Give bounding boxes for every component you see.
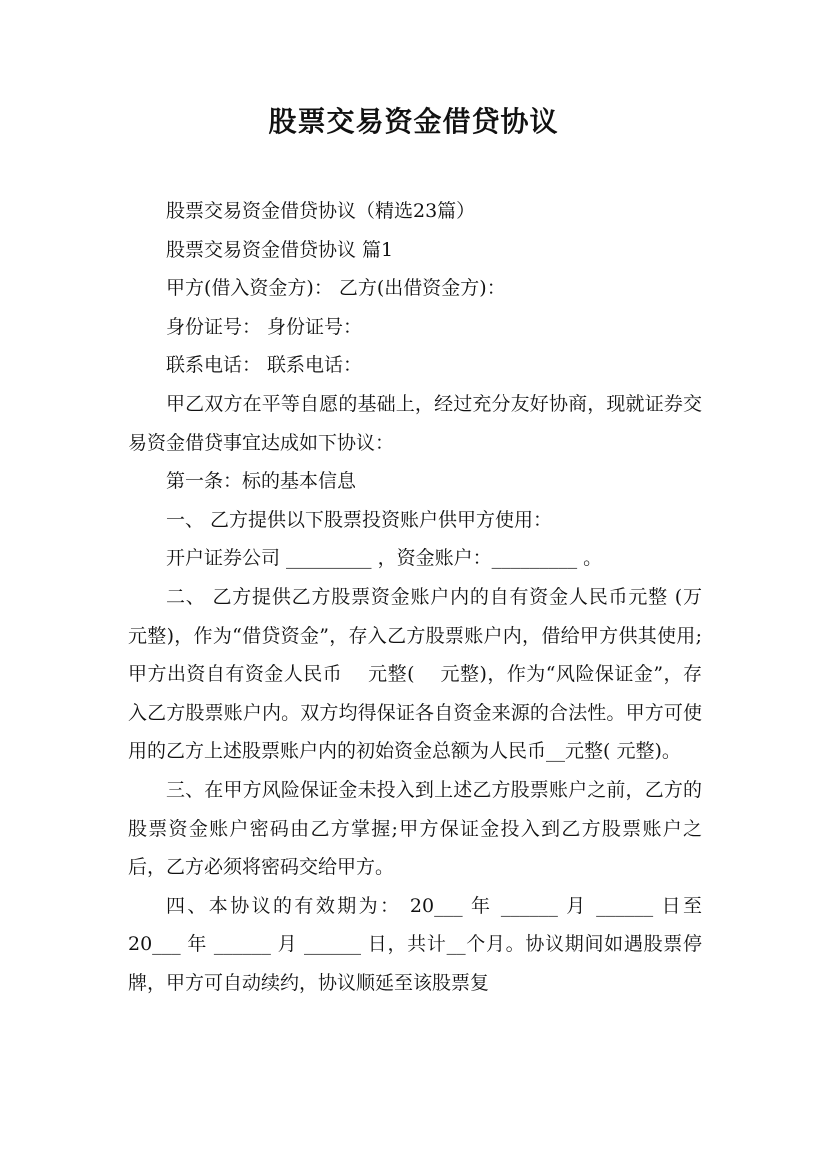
document-body: [128, 192, 702, 1002]
paragraph: 一、 乙方提供以下股票投资账户供甲方使用：: [166, 508, 553, 531]
paragraph: 第一条：标的基本信息: [166, 470, 357, 493]
paragraph: 股票交易资金借贷协议 篇1: [166, 238, 394, 261]
paragraph: 股票交易资金借贷协议（精选23篇）: [166, 200, 476, 222]
paragraph: 开户证券公司 _________ ，资金账户：_________ 。: [166, 547, 603, 570]
paragraph: 联系电话： 联系电话：: [166, 354, 363, 377]
paragraph: 二、 乙方提供乙方股票资金账户内的自有资金人民币元整 (万 元整)，作为“借贷资金”，存入乙方股票账户内，借给甲方供其使用;甲方出资自有资金人民币 元整( 元整)，作为“风险保证金”，存入乙方股票账户内。双方均得保证各自资金来源的合法性。甲方可使用的乙方上述股票账户内的初始资金总额为人民币__元整( 元整)。: [128, 585, 702, 763]
document-title: 股票交易资金借贷协议: [268, 105, 559, 138]
paragraph: 三、在甲方风险保证金未投入到上述乙方股票账户之前，乙方的股票资金账户密码由乙方掌握;甲方保证金投入到乙方股票账户之后，乙方必须将密码交给甲方。: [128, 778, 702, 879]
paragraph: 甲乙双方在平等自愿的基础上，经过充分友好协商，现就证券交易资金借贷事宜达成如下协议：: [128, 392, 702, 454]
paragraph: 四、本协议的有效期为： 20___ 年 ______ 月 ______ 日至 20___ 年 ______ 月 ______ 日，共计__个月。协议期间如遇股票停牌，甲方可自动续约，协议顺延至该股票复: [128, 894, 702, 994]
paragraph: 身份证号： 身份证号：: [166, 315, 363, 338]
paragraph: 甲方(借入资金方)： 乙方(出借资金方)：: [166, 277, 506, 300]
